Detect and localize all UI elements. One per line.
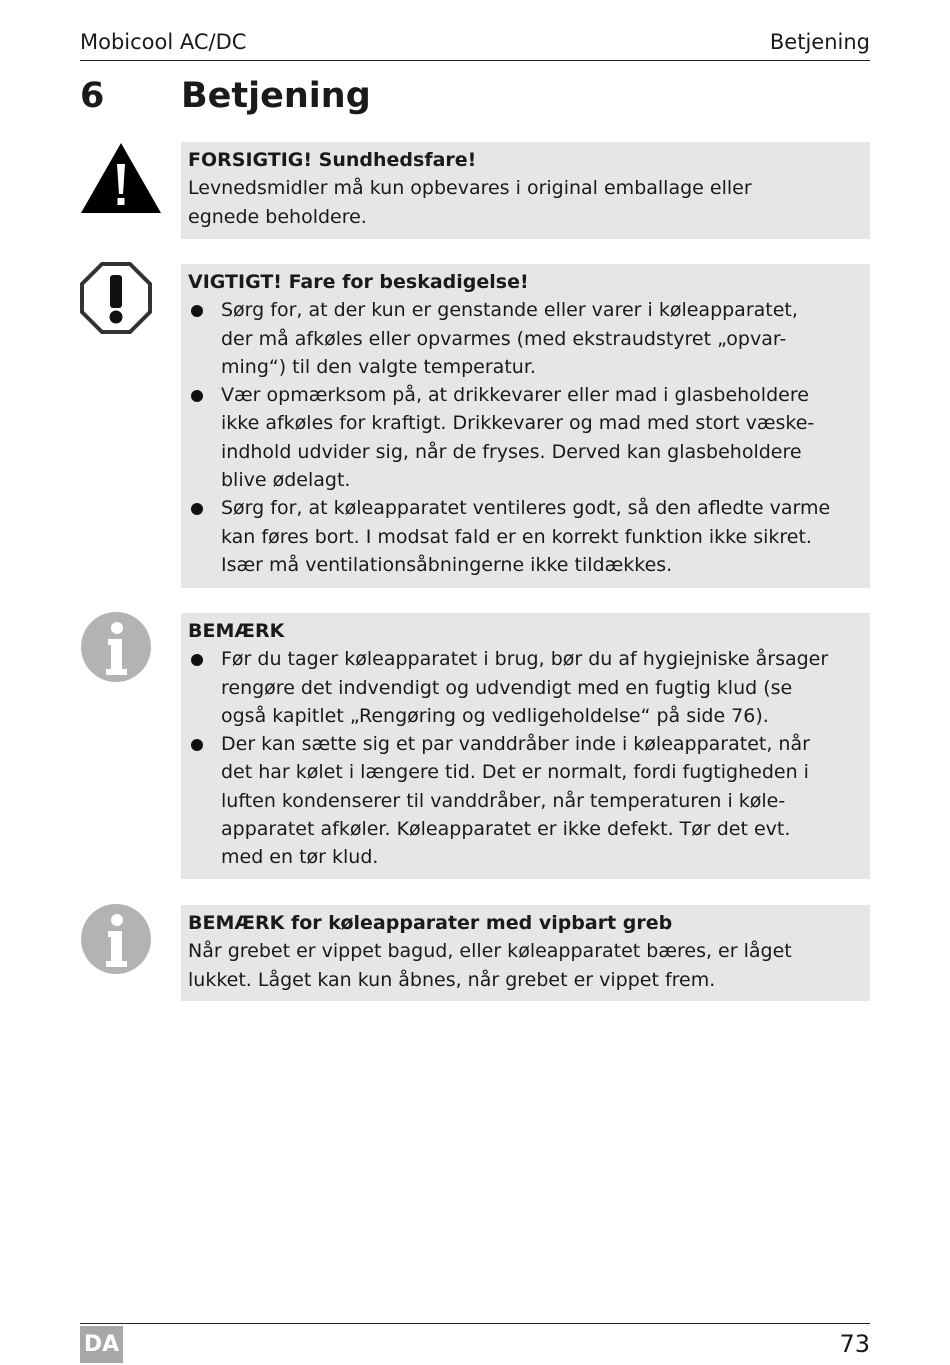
list-line: der må afkøles eller opvarmes (med ekstraudstyret „opvar- <box>221 327 787 350</box>
note-title: BEMÆRK <box>188 620 285 642</box>
notice-list <box>188 296 864 579</box>
info-circle-icon <box>80 611 152 683</box>
list-line: rengøre det indvendigt og udvendigt med en fugtig klud (se <box>221 676 793 699</box>
list-line: med en tør klud. <box>221 846 379 869</box>
caution-line: Levnedsmidler må kun opbevares i original emballage eller <box>188 177 752 200</box>
header-section: Betjening <box>769 30 870 54</box>
list-line: også kapitlet „Rengøring og vedligeholdelse“ på side 76). <box>221 704 769 727</box>
octagon-exclamation-icon <box>80 262 152 334</box>
list-line: indhold udvider sig, når de fryses. Derved kan glasbeholdere <box>221 440 802 463</box>
list-item <box>188 296 864 381</box>
info-circle-icon <box>80 903 152 975</box>
caution-box <box>181 142 870 239</box>
list-line: apparatet afkøler. Køleapparatet er ikke defekt. Tør det evt. <box>221 818 791 841</box>
page-number: 73 <box>839 1330 870 1358</box>
notice-box <box>181 264 870 588</box>
list-item <box>188 494 864 579</box>
chapter-title: Betjening <box>181 76 371 116</box>
list-line: det har kølet i længere tid. Det er normalt, fordi fugtigheden i <box>221 761 809 784</box>
caution-title: FORSIGTIG! Sundhedsfare! <box>188 149 477 171</box>
list-line: Der kan sætte sig et par vanddråber inde i køleapparatet, når <box>221 733 810 756</box>
page-header <box>80 28 870 61</box>
footer-divider <box>80 1323 870 1324</box>
header-product: Mobicool AC/DC <box>80 30 247 54</box>
list-line: kan føres bort. I modsat fald er en korrekt funktion ikke sikret. <box>221 525 812 548</box>
list-item <box>188 730 864 871</box>
list-item <box>188 645 864 730</box>
list-line: Især må ventilationsåbningerne ikke tildækkes. <box>221 553 673 576</box>
list-line: blive ødelagt. <box>221 469 351 492</box>
note-title: BEMÆRK for køleapparater med vipbart greb <box>188 912 673 934</box>
list-item <box>188 381 864 494</box>
note-line: Når grebet er vippet bagud, eller køleapparatet bæres, er låget <box>188 940 792 963</box>
notice-title: VIGTIGT! Fare for beskadigelse! <box>188 271 529 293</box>
list-line: ming“) til den valgte temperatur. <box>221 355 536 378</box>
note-box-tilt-handle <box>181 905 870 1001</box>
list-line: luften kondenserer til vanddråber, når temperaturen i køle- <box>221 789 786 812</box>
caution-line: egnede beholdere. <box>188 205 367 228</box>
list-line: Sørg for, at der kun er genstande eller varer i køleapparatet, <box>221 299 798 322</box>
list-line: Vær opmærksom på, at drikkevarer eller mad i glasbeholdere <box>221 384 809 407</box>
note-list <box>188 645 864 871</box>
list-line: Før du tager køleapparatet i brug, bør du af hygiejniske årsager <box>221 648 829 671</box>
language-badge: DA <box>80 1326 123 1363</box>
list-line: ikke afkøles for kraftigt. Drikkevarer og mad med stort væske- <box>221 412 815 435</box>
note-box <box>181 613 870 879</box>
list-line: Sørg for, at køleapparatet ventileres godt, så den afledte varme <box>221 497 831 520</box>
chapter-number: 6 <box>80 76 105 116</box>
note-line: lukket. Låget kan kun åbnes, når grebet er vippet frem. <box>188 968 716 991</box>
warning-triangle-icon <box>80 142 162 214</box>
